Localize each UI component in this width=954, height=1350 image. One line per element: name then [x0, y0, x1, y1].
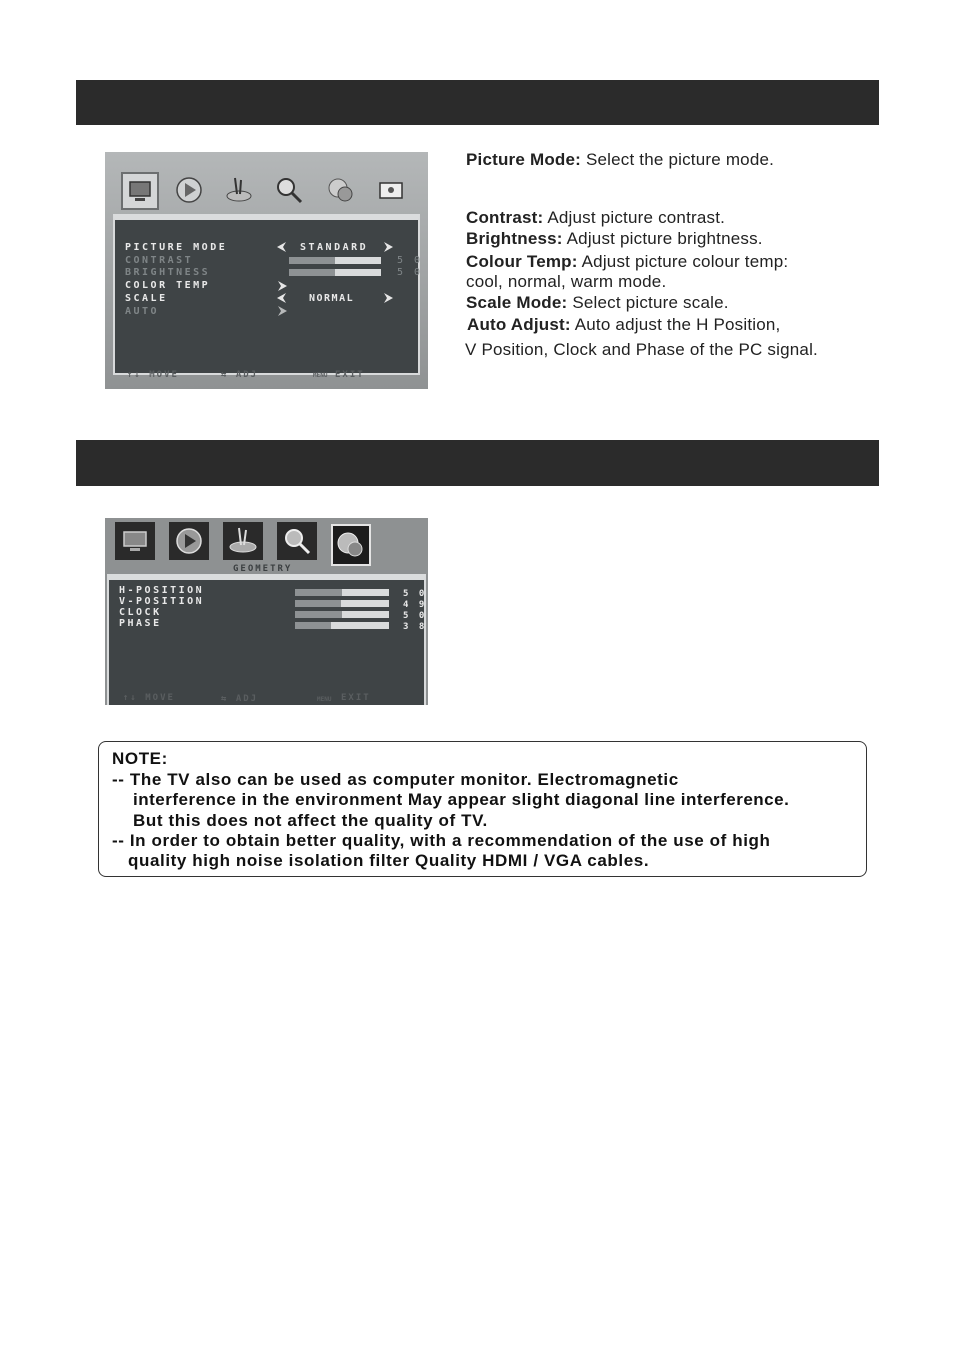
footer-menu-label: MENU [317, 696, 332, 703]
desc-picture-mode: Picture Mode: Select the picture mode. [466, 150, 775, 169]
picture-mode-value: STANDARD [300, 242, 369, 253]
menu-item-color-temp[interactable]: COLOR TEMP [125, 280, 211, 291]
note-line-3: But this does not affect the quality of TV. [133, 811, 488, 830]
note-line-4: -- In order to obtain better quality, with a recommendation of the use of high [112, 831, 771, 850]
footer-move-hint: ↑↓ MOVE [123, 693, 175, 703]
left-arrow-icon[interactable] [277, 293, 287, 303]
section-header-bar-geometry [76, 440, 879, 486]
screen-menu-icon[interactable] [375, 176, 407, 208]
note-title: NOTE: [112, 749, 168, 768]
contrast-slider[interactable] [289, 257, 381, 264]
h-position-value: 5 0 [403, 589, 427, 599]
footer-exit-hint: EXIT [335, 370, 365, 380]
menu-item-h-position[interactable]: H-POSITION [119, 585, 205, 596]
magnifier-menu-icon[interactable] [277, 522, 317, 560]
h-position-slider[interactable] [295, 589, 389, 596]
menu-item-phase[interactable]: PHASE [119, 618, 162, 629]
phase-value: 3 8 [403, 622, 427, 632]
right-arrow-icon[interactable] [277, 306, 287, 316]
right-arrow-icon[interactable] [383, 242, 393, 252]
setup-menu-icon[interactable] [223, 174, 255, 206]
footer-exit-hint: EXIT [341, 693, 371, 703]
play-menu-icon[interactable] [173, 174, 205, 206]
brightness-value: 5 0 [397, 267, 423, 278]
brightness-slider[interactable] [289, 269, 381, 276]
play-menu-icon[interactable] [169, 522, 209, 560]
note-line-1: -- The TV also can be used as computer monitor. Electromagnetic [112, 770, 679, 789]
section-header-bar-top [76, 80, 879, 125]
desc-brightness: Brightness: Adjust picture brightness. [466, 229, 763, 248]
options-menu-icon[interactable] [325, 174, 357, 206]
contrast-value: 5 0 [397, 255, 423, 266]
menu-item-clock[interactable]: CLOCK [119, 607, 162, 618]
geometry-osd-screenshot [105, 518, 428, 705]
right-arrow-icon[interactable] [277, 281, 287, 291]
menu-item-brightness[interactable]: BRIGHTNESS [125, 267, 211, 278]
osd-menu-title: GEOMETRY [233, 564, 293, 574]
footer-menu-label: MENU [313, 372, 328, 379]
pc-picture-osd-screenshot [105, 152, 428, 389]
desc-contrast: Contrast: Adjust picture contrast. [466, 208, 726, 227]
desc-scale-mode: Scale Mode: Select picture scale. [466, 293, 729, 312]
phase-slider[interactable] [295, 622, 389, 629]
picture-menu-icon[interactable] [121, 172, 159, 210]
scale-value: NORMAL [309, 293, 355, 304]
clock-slider[interactable] [295, 611, 389, 618]
footer-adj-hint: ⇆ ADJ [221, 370, 259, 380]
clock-value: 5 0 [403, 611, 427, 621]
desc-auto-adjust: Auto Adjust: Auto adjust the H Position, [467, 315, 781, 334]
geometry-menu-icon[interactable] [331, 524, 371, 566]
v-position-slider[interactable] [295, 600, 389, 607]
desc-colour-temp: Colour Temp: Adjust picture colour temp: [466, 252, 789, 271]
menu-item-auto[interactable]: AUTO [125, 306, 160, 317]
footer-adj-hint: ⇆ ADJ [221, 694, 259, 704]
desc-colour-temp-cont: cool, normal, warm mode. [466, 272, 667, 291]
left-arrow-icon[interactable] [277, 242, 287, 252]
menu-item-scale[interactable]: SCALE [125, 293, 168, 304]
desc-auto-adjust-cont: V Position, Clock and Phase of the PC signal. [465, 340, 818, 359]
menu-item-contrast[interactable]: CONTRAST [125, 255, 194, 266]
magnifier-menu-icon[interactable] [273, 174, 305, 206]
setup-menu-icon[interactable] [223, 522, 263, 560]
note-box [98, 741, 867, 877]
osd-icon-row [105, 152, 428, 216]
right-arrow-icon[interactable] [383, 293, 393, 303]
note-line-5: quality high noise isolation filter Quality HDMI / VGA cables. [128, 851, 650, 870]
menu-item-v-position[interactable]: V-POSITION [119, 596, 205, 607]
v-position-value: 4 9 [403, 600, 427, 610]
picture-menu-icon[interactable] [115, 522, 155, 560]
footer-move-hint: ↑↓ MOVE [127, 370, 179, 380]
menu-item-picture-mode[interactable]: PICTURE MODE [125, 242, 228, 253]
note-line-2: interference in the environment May appear slight diagonal line interference. [133, 790, 790, 809]
